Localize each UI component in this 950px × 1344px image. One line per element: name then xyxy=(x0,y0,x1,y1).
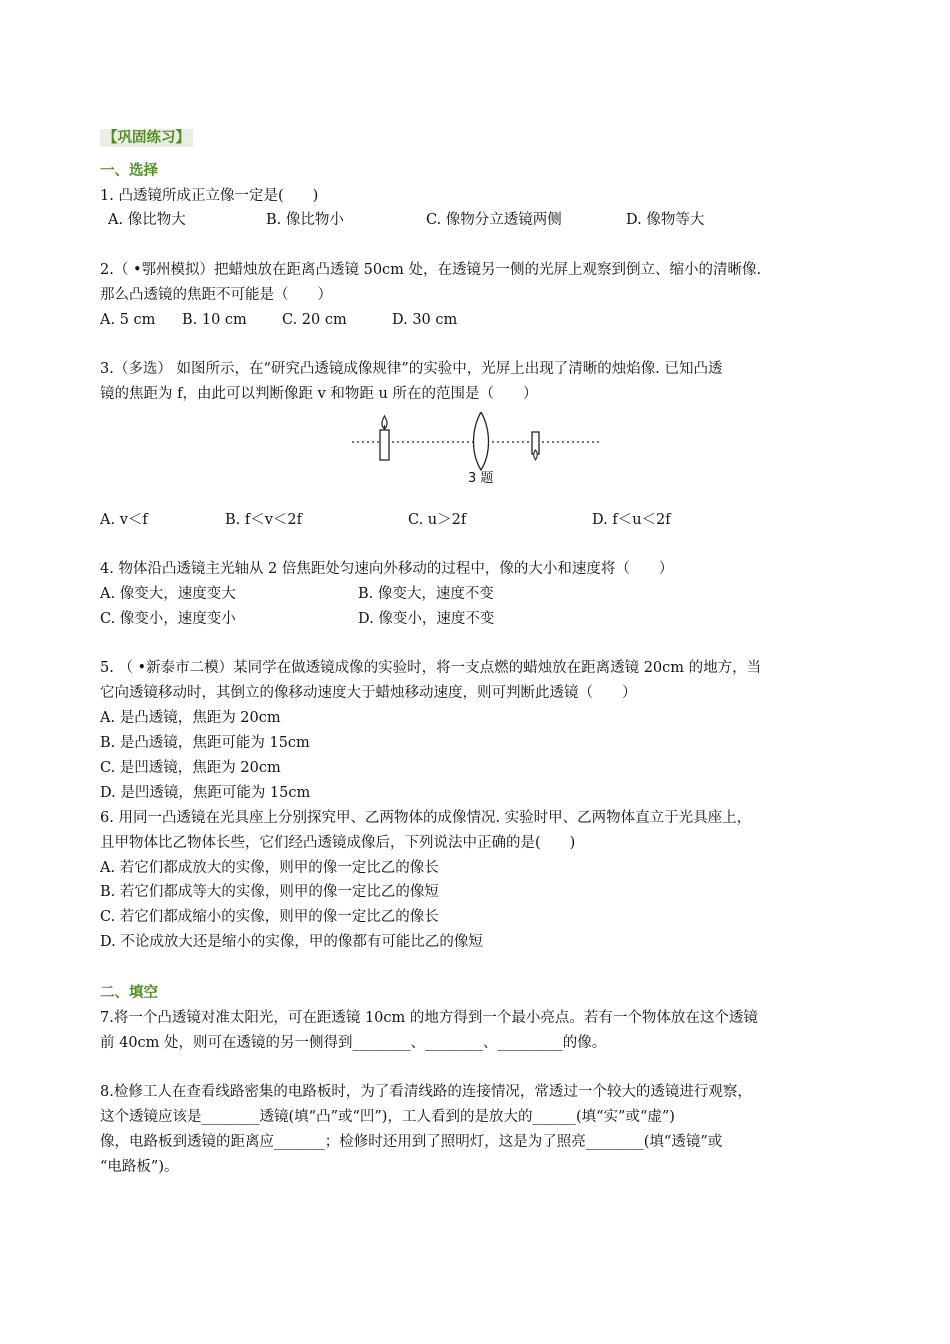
question-5-line-1: 5. （ •新泰市二模）某同学在做透镜成像的实验时，将一支点燃的蜡烛放在距离透镜 20cm 的地方，当 xyxy=(100,660,762,676)
question-4-stem: 4. 物体沿凸透镜主光轴从 2 倍焦距处匀速向外移动的过程中，像的大小和速度将（ ） xyxy=(100,561,674,577)
screen-image-icon xyxy=(532,432,539,460)
question-6-option-b: B. 若它们都成等大的实像，则甲的像一定比乙的像短 xyxy=(100,884,439,900)
question-3-option-d: D. f＜u＜2f xyxy=(592,512,671,528)
question-5-option-a: A. 是凸透镜，焦距为 20cm xyxy=(100,710,281,726)
question-1-stem: 1. 凸透镜所成正立像一定是( ) xyxy=(100,188,319,204)
question-5-line-2: 它向透镜移动时，其倒立的像移动速度大于蜡烛移动速度，则可判断此透镜（ ） xyxy=(100,685,637,701)
practice-header-label: 【巩固练习】 xyxy=(100,129,193,147)
question-7-line-2: 前 40cm 处，则可在透镜的另一侧得到________、________、_________的像。 xyxy=(100,1035,607,1051)
question-2-option-c: C. 20 cm xyxy=(282,312,347,328)
question-8-line-4: “电路板”)。 xyxy=(100,1159,179,1175)
question-6-option-d: D. 不论成放大还是缩小的实像，甲的像都有可能比乙的像短 xyxy=(100,934,483,950)
question-5-option-d: D. 是凹透镜，焦距可能为 15cm xyxy=(100,785,311,801)
question-2-option-b: B. 10 cm xyxy=(182,312,247,328)
question-3-line-2: 镜的焦距为 f，由此可以判断像距 v 和物距 u 所在的范围是（ ） xyxy=(100,386,538,402)
question-3-option-a: A. v＜f xyxy=(100,512,148,528)
question-5-option-b: B. 是凸透镜，焦距可能为 15cm xyxy=(100,735,310,751)
question-2-line-1: 2.（ •鄂州模拟）把蜡烛放在距离凸透镜 50cm 处，在透镜另一侧的光屏上观察到倒立、缩小的清晰像. xyxy=(100,262,762,278)
question-6-line-2: 且甲物体比乙物体长些，它们经凸透镜成像后，下列说法中正确的是( ) xyxy=(100,835,576,851)
candle-icon xyxy=(380,416,389,460)
question-3-line-1: 3.（多选） 如图所示，在“研究凸透镜成像规律”的实验中，光屏上出现了清晰的烛焰像. 已知凸透 xyxy=(100,361,723,377)
question-1-option-c: C. 像物分立透镜两侧 xyxy=(426,212,562,228)
convex-lens-icon xyxy=(474,412,489,470)
question-4-option-d: D. 像变小，速度不变 xyxy=(358,611,495,627)
question-1-option-a: A. 像比物大 xyxy=(108,212,186,228)
question-1-option-d: D. 像物等大 xyxy=(626,212,705,228)
question-6-option-a: A. 若它们都成放大的实像，则甲的像一定比乙的像长 xyxy=(100,860,439,876)
question-8-line-3: 像，电路板到透镜的距离应_______；检修时还用到了照明灯，这是为了照亮________(填“透镜”或 xyxy=(100,1134,723,1150)
question-4-option-b: B. 像变大，速度不变 xyxy=(358,586,494,602)
question-6-line-1: 6. 用同一凸透镜在光具座上分别探究甲、乙两物体的成像情况. 实验时甲、乙两物体直立于光具座上， xyxy=(100,810,752,826)
figure-caption: 3 题 xyxy=(468,471,494,486)
question-4-option-c: C. 像变小，速度变小 xyxy=(100,611,236,627)
question-2-line-2: 那么凸透镜的焦距不可能是（ ） xyxy=(100,287,332,303)
question-8-line-1: 8.检修工人在查看线路密集的电路板时，为了看清线路的连接情况，常透过一个较大的透镜进行观察， xyxy=(100,1084,752,1100)
question-2-option-a: A. 5 cm xyxy=(100,312,156,328)
section-title-choice: 一、选择 xyxy=(100,163,158,179)
question-7-line-1: 7.将一个凸透镜对准太阳光，可在距透镜 10cm 的地方得到一个最小亮点。若有一个物体放在这个透镜 xyxy=(100,1010,758,1026)
question-2-option-d: D. 30 cm xyxy=(392,312,458,328)
section-title-fill: 二、填空 xyxy=(100,985,158,1001)
question-6-option-c: C. 若它们都成缩小的实像，则甲的像一定比乙的像长 xyxy=(100,909,439,925)
question-4-option-a: A. 像变大，速度变大 xyxy=(100,586,236,602)
question-1-option-b: B. 像比物小 xyxy=(266,212,344,228)
question-3-option-c: C. u＞2f xyxy=(408,512,467,528)
question-8-line-2: 这个透镜应该是________透镜(填“凸”或“凹”)，工人看到的是放大的______(填“实”或“虚”) xyxy=(100,1109,675,1125)
practice-header xyxy=(100,128,193,148)
question-3-option-b: B. f＜v＜2f xyxy=(225,512,303,528)
question-5-option-c: C. 是凹透镜，焦距为 20cm xyxy=(100,760,281,776)
